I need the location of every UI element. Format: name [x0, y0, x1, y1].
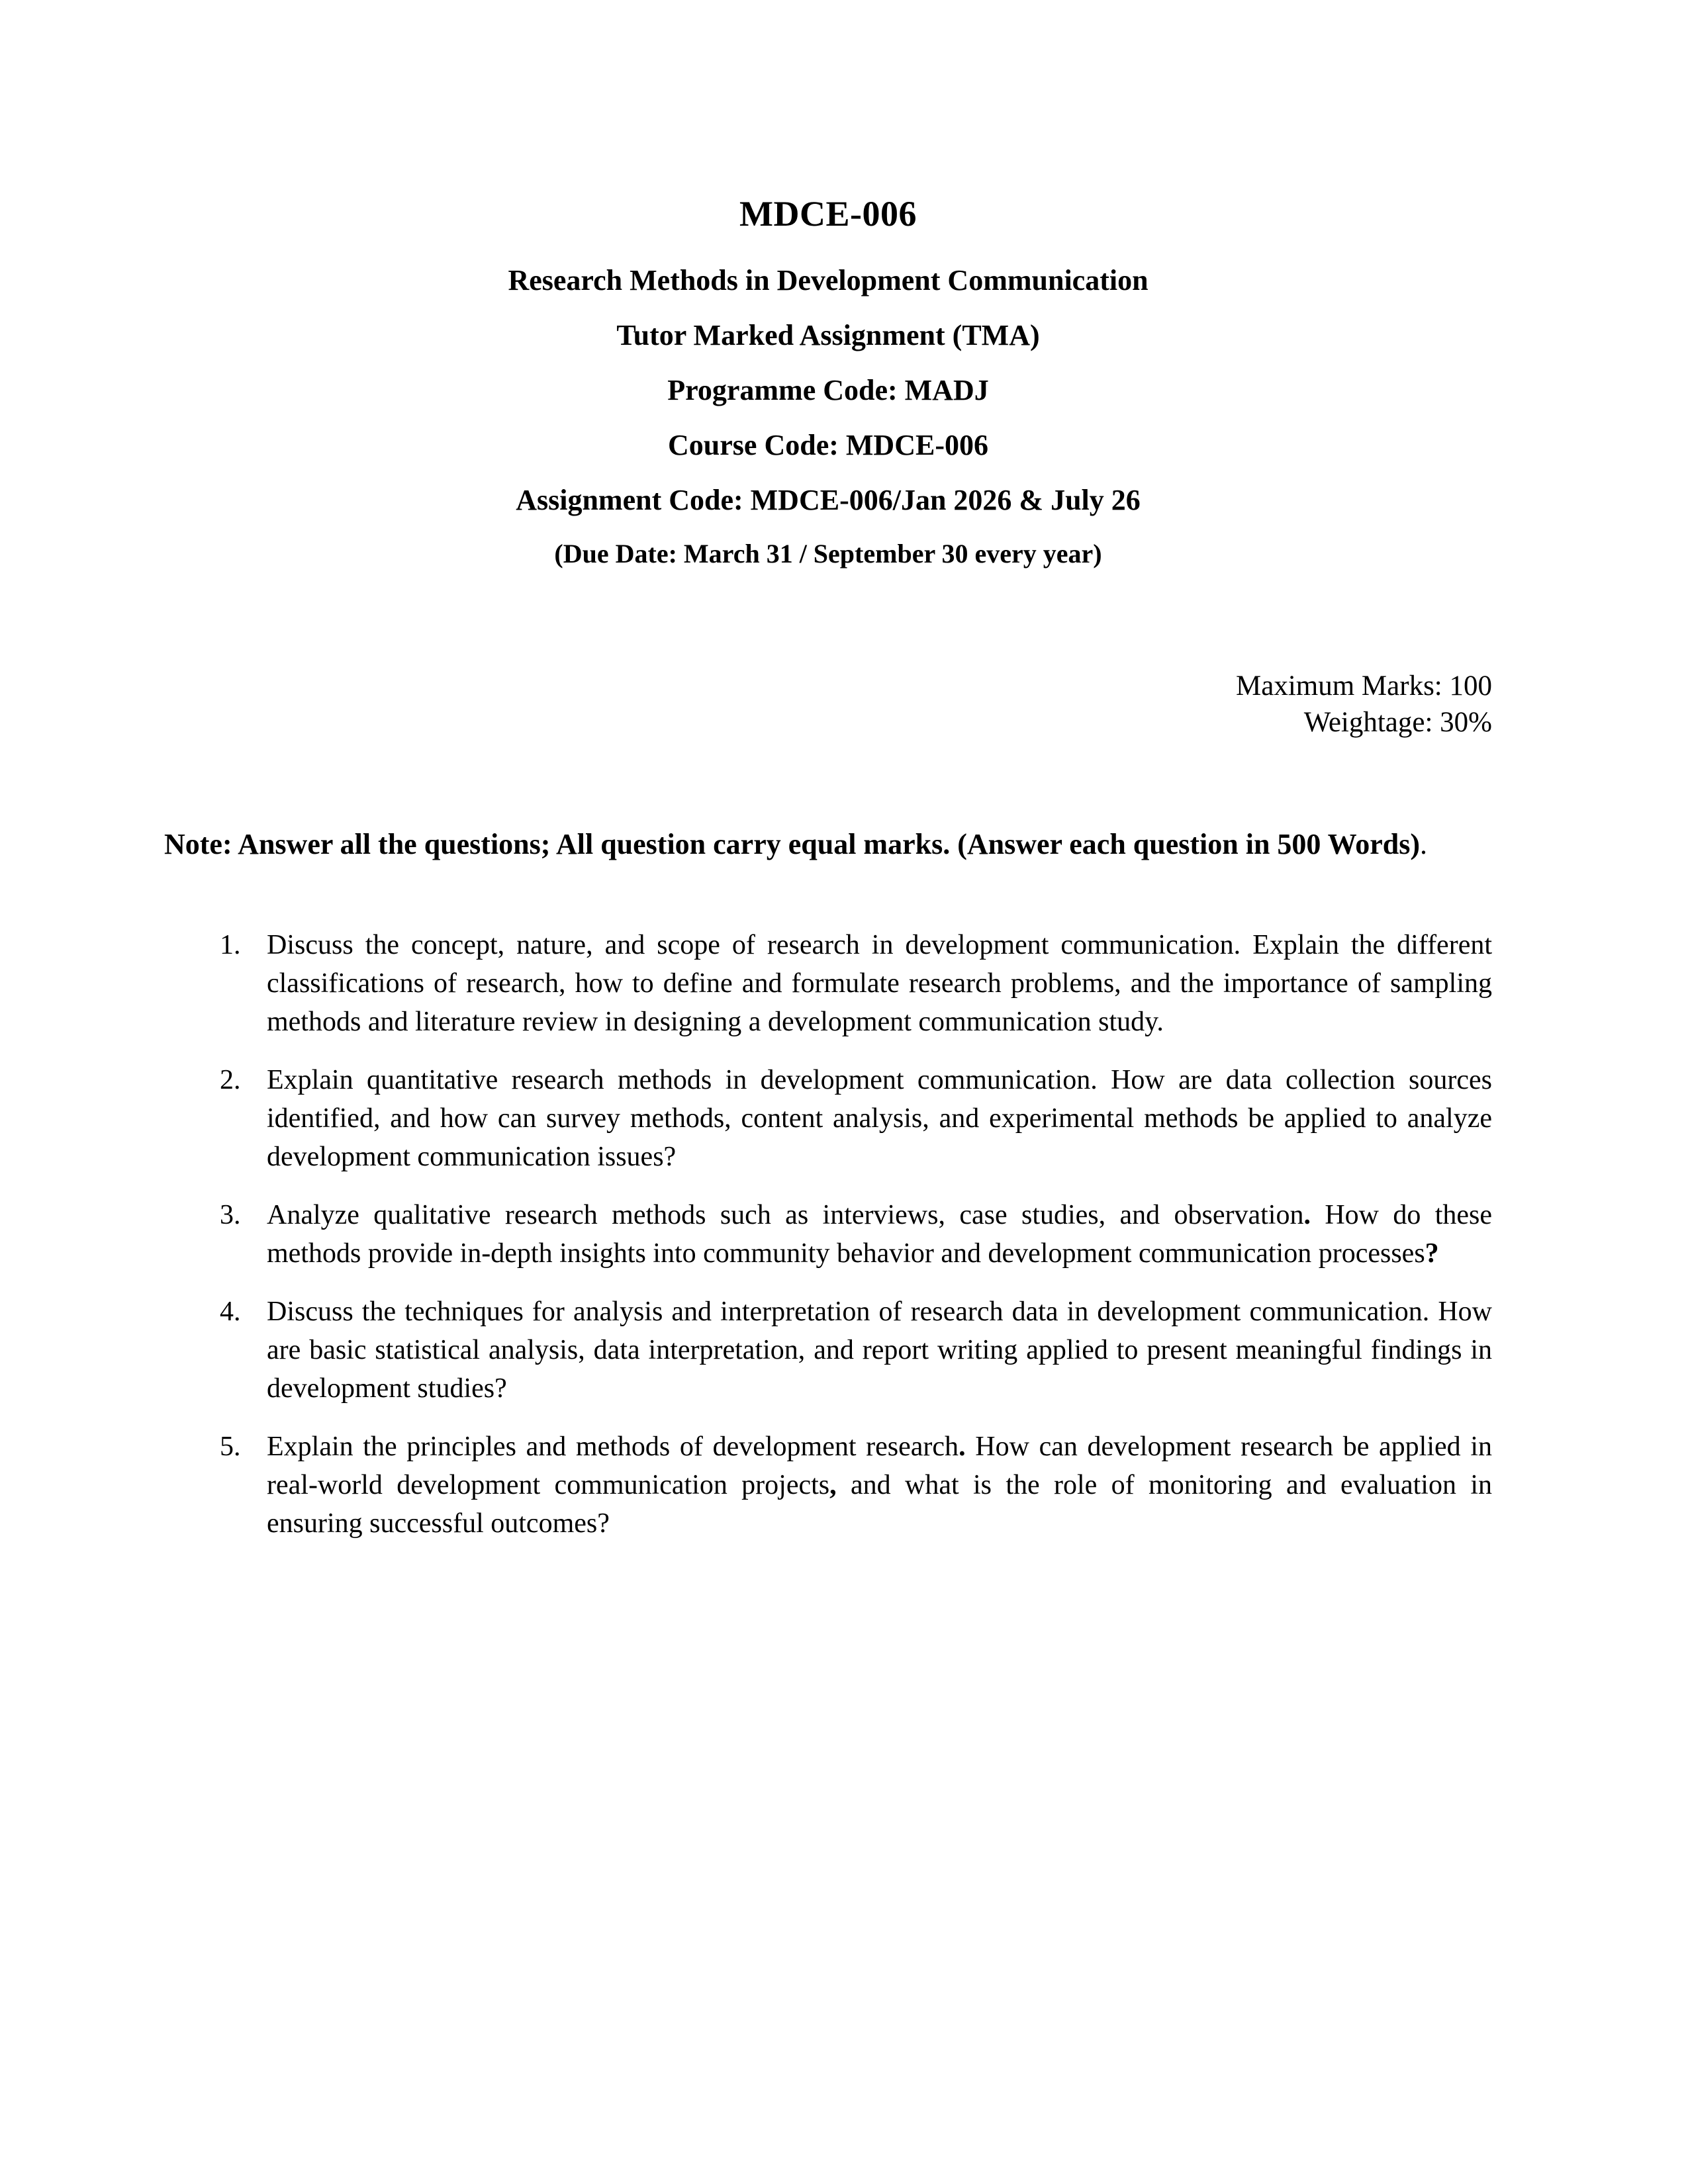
question-item [164, 926, 1492, 1041]
question-item [164, 1061, 1492, 1176]
question-text: Explain quantitative research methods in development communication. How are data collection sources identified, and how can survey methods, content analysis, and experimental methods be applied to analyze development communication issues? [267, 1065, 1492, 1173]
course-code: Course Code: MDCE-006 [668, 429, 988, 461]
question-text: Discuss the techniques for analysis and interpretation of research data in development communication. How are basic statistical analysis, data interpretation, and report writing applied to present meaningful findings in development studies? [267, 1297, 1492, 1404]
weightage: Weightage: 30% [1303, 706, 1492, 738]
questions-list [164, 926, 1492, 1543]
course-name: Research Methods in Development Communication [508, 264, 1149, 296]
question-text: Analyze qualitative research methods such as interviews, case studies, and observation. How do these methods provide in-depth insights into community behavior and development communication processes? [267, 1200, 1492, 1269]
document-header [164, 193, 1492, 569]
question-number: 3. [220, 1200, 241, 1231]
question-text: Discuss the concept, nature, and scope of research in development communication. Explain the different classifications of research, how to define and formulate research problems, and the importance of sampling methods and literature review in designing a development communication study. [267, 930, 1492, 1038]
assignment-type: Tutor Marked Assignment (TMA) [616, 319, 1040, 351]
question-item [164, 1196, 1492, 1273]
question-number: 4. [220, 1297, 241, 1328]
question-item [164, 1293, 1492, 1408]
instructions-note [164, 825, 1492, 863]
question-number: 5. [220, 1432, 241, 1463]
course-code-title: MDCE-006 [739, 194, 917, 234]
programme-code: Programme Code: MADJ [667, 374, 989, 406]
maximum-marks: Maximum Marks: 100 [1236, 670, 1492, 702]
question-text: Explain the principles and methods of development research. How can development research be applied in real-world development communication projects, and what is the role of monitoring and evaluation in ensuring successful outcomes? [267, 1432, 1492, 1539]
due-date: (Due Date: March 31 / September 30 every year) [554, 539, 1102, 569]
marks-block [164, 668, 1492, 741]
question-item [164, 1428, 1492, 1543]
note-tail: . [1419, 828, 1427, 861]
question-number: 1. [220, 930, 241, 961]
assignment-code: Assignment Code: MDCE-006/Jan 2026 & July 26 [516, 484, 1141, 516]
note-bold-text: Note: Answer all the questions; All question carry equal marks. (Answer each question in 500 Words) [164, 828, 1420, 861]
question-number: 2. [220, 1065, 241, 1096]
